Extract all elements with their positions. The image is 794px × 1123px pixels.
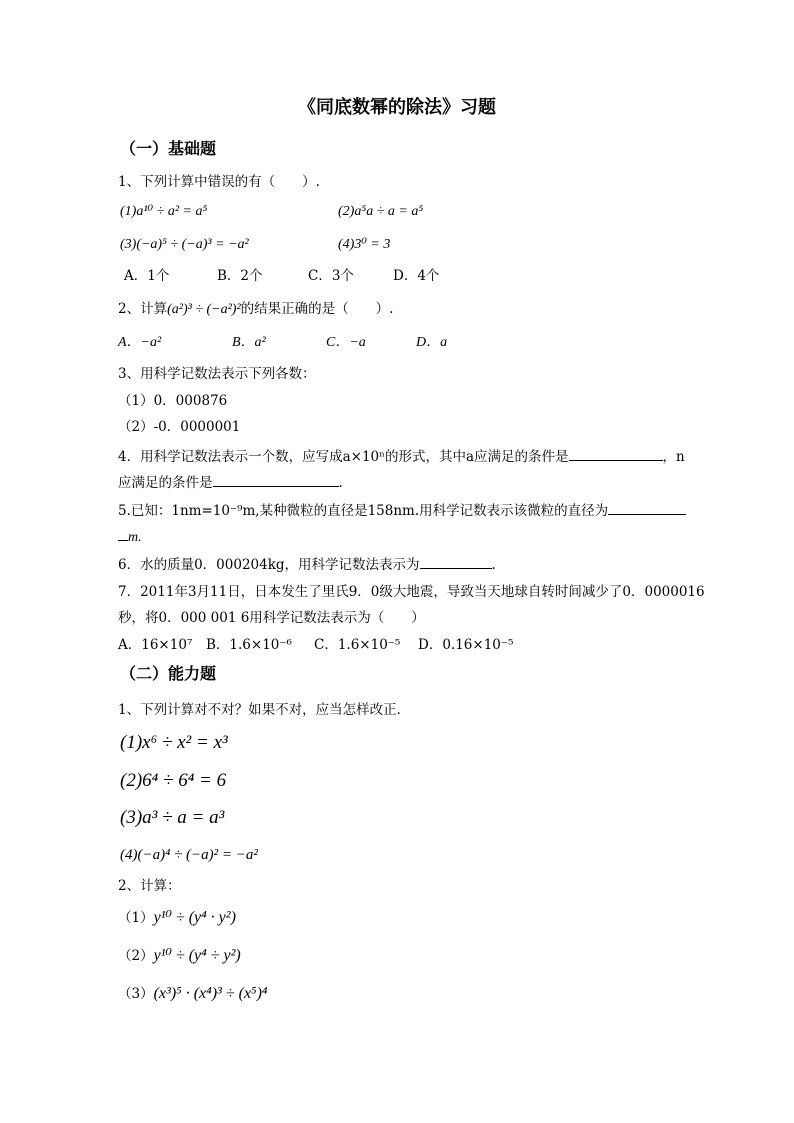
q1-item-2: (2)a⁵a ÷ a = a⁵ bbox=[338, 204, 424, 219]
q7-line-1: 7．2011年3月11日，日本发生了里氏9．0级大地震，导致当天地球自转时间减少了0．0000016 bbox=[118, 584, 705, 600]
q2-stem-prefix: 2、计算 bbox=[118, 301, 168, 317]
s2-q1-item-3: (3)a³ ÷ a = a³ bbox=[120, 807, 225, 828]
q4-line-1 bbox=[118, 446, 685, 467]
q2-expression: (a²)³ ÷ (−a²)² bbox=[167, 302, 241, 317]
q6-text: 6．水的质量0．000204kg，用科学记数法表示为 bbox=[118, 557, 420, 573]
q3-item-2: （2）-0．0000001 bbox=[118, 419, 241, 435]
s2-q2-expr-2: y¹⁰ ÷ (y⁴ ÷ y²) bbox=[153, 947, 241, 964]
q4-text-2: 应满足的条件是 bbox=[118, 475, 213, 491]
q1-option-d: D．4个 bbox=[393, 268, 440, 284]
q5-text-end: m. bbox=[128, 530, 142, 545]
q7-option-b: B．1.6×10⁻⁶ bbox=[206, 637, 292, 653]
q2-stem-suffix: 的结果正确的是（ ）. bbox=[240, 301, 394, 317]
q2-option-a: A．−a² bbox=[118, 335, 162, 350]
q1-stem: 1、下列计算中错误的有（ ）. bbox=[118, 174, 320, 190]
s2-q2-label-3: （3） bbox=[118, 986, 154, 1002]
s2-q1-stem: 1、下列计算对不对？如果不对，应当怎样改正． bbox=[118, 702, 411, 718]
s2-q1-item-4: (4)(−a)⁴ ÷ (−a)² = −a² bbox=[120, 847, 258, 863]
s2-q1-item-2: (2)6⁴ ÷ 6⁴ = 6 bbox=[120, 770, 227, 791]
q6-text-end: . bbox=[491, 557, 496, 573]
q6-line bbox=[118, 554, 496, 575]
q1-item-1: (1)a¹⁰ ÷ a² = a⁵ bbox=[120, 204, 208, 219]
q1-option-c: C．3个 bbox=[308, 268, 354, 284]
s2-q2-expr-1: y¹⁰ ÷ (y⁴ · y²) bbox=[153, 909, 236, 926]
q1-option-a: A．1个 bbox=[124, 268, 170, 284]
q6-blank bbox=[420, 554, 492, 569]
s2-q2-label-1: （1） bbox=[118, 910, 154, 926]
q4-blank-a bbox=[569, 446, 663, 461]
q5-text: 5.已知：1nm=10⁻⁹m,某种微粒的直径是158nm.用科学记数表示该微粒的直径为 bbox=[118, 503, 609, 519]
s2-q1-item-1: (1)x⁶ ÷ x² = x³ bbox=[120, 732, 228, 753]
q7-option-c: C．1.6×10⁻⁵ bbox=[314, 637, 401, 653]
s2-q2-item-3 bbox=[118, 982, 268, 1006]
q3-item-1: （1）0．000876 bbox=[118, 393, 228, 409]
section-heading-basic: （一）基础题 bbox=[120, 139, 217, 158]
q1-item-3: (3)(−a)⁵ ÷ (−a)³ = −a² bbox=[120, 237, 249, 252]
q1-option-b: B．2个 bbox=[217, 268, 263, 284]
q7-option-a: A．16×10⁷ bbox=[118, 637, 193, 653]
q3-stem: 3、用科学记数法表示下列各数： bbox=[118, 366, 316, 382]
q7-option-d: D．0.16×10⁻⁵ bbox=[418, 637, 514, 653]
s2-q2-item-2 bbox=[118, 944, 241, 968]
q4-blank-n bbox=[213, 472, 339, 487]
q7-line-2: 秒，将0．000 001 6用科学记数法表示为（ ） bbox=[118, 610, 425, 626]
q4-line-2 bbox=[118, 472, 343, 493]
s2-q2-item-1 bbox=[118, 906, 236, 930]
q1-item-4: (4)3⁰ = 3 bbox=[338, 237, 391, 252]
q4-text-end: ，n bbox=[662, 449, 685, 465]
q5-blank bbox=[608, 500, 686, 515]
q4-text: 4．用科学记数法表示一个数，应写成a×10ⁿ的形式，其中a应满足的条件是 bbox=[118, 449, 569, 465]
s2-q2-stem: 2、计算： bbox=[118, 878, 181, 894]
q2-option-d: D．a bbox=[416, 335, 448, 350]
page-title: 《同底数幂的除法》习题 bbox=[298, 97, 496, 118]
q5-line-1 bbox=[118, 500, 686, 521]
section-heading-ability: （二）能力题 bbox=[120, 664, 217, 683]
q2-stem bbox=[118, 299, 393, 320]
s2-q2-expr-3: (x³)⁵ · (x⁴)³ ÷ (x⁵)⁴ bbox=[153, 985, 268, 1002]
q2-option-b: B．a² bbox=[232, 335, 266, 350]
q5-blank-cont bbox=[118, 526, 128, 541]
q4-text-2-end: . bbox=[338, 475, 343, 491]
s2-q2-label-2: （2） bbox=[118, 948, 154, 964]
q5-line-2 bbox=[118, 526, 142, 548]
q2-option-c: C．−a bbox=[326, 335, 366, 350]
